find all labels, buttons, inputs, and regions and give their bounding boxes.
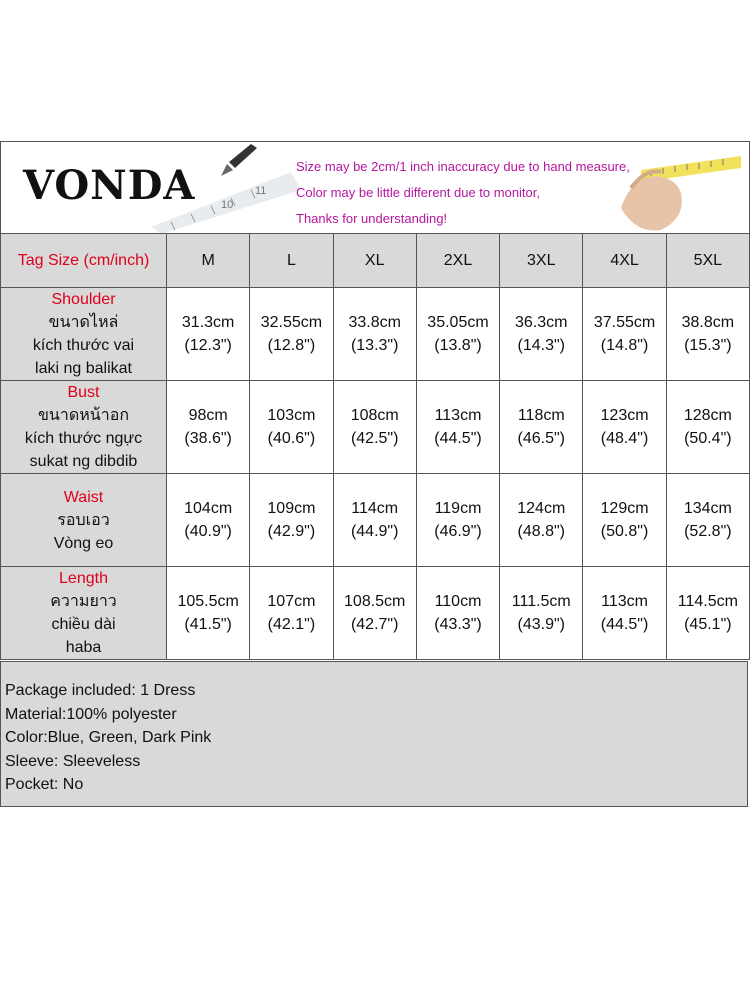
detail-line: Color:Blue, Green, Dark Pink	[5, 729, 212, 746]
measurement-cell: 129cm (50.8")	[583, 474, 666, 567]
measurement-cell: 107cm (42.1")	[250, 567, 333, 660]
ruler-label: 10	[221, 199, 234, 211]
row-translation: laki ng balikat	[35, 360, 132, 377]
detail-line: Sleeve: Sleeveless	[5, 752, 141, 770]
measurement-row-length	[1, 567, 750, 660]
measurement-cell: 105.5cm (41.5")	[167, 567, 250, 660]
measurement-cell: 128cm (50.4")	[666, 381, 749, 474]
note-line: Thanks for understanding!	[296, 211, 448, 226]
row-label	[1, 288, 167, 381]
measurement-cell: 109cm (42.9")	[250, 474, 333, 567]
size-header: 5XL	[666, 234, 749, 288]
row-title: Waist	[63, 488, 104, 506]
size-table	[0, 233, 750, 660]
detail-line: Pocket: No	[5, 776, 84, 793]
row-translation: kích thước vai	[32, 337, 135, 354]
size-header: M	[167, 234, 250, 288]
measurement-cell: 36.3cm (14.3")	[500, 288, 583, 381]
measurement-cell: 123cm (48.4")	[583, 381, 666, 474]
note-line: Color may be little different due to monitor,	[296, 185, 540, 200]
row-translation: haba	[65, 639, 102, 656]
row-translation: kích thước ngực	[24, 430, 143, 447]
row-label	[1, 381, 167, 474]
measurement-row-bust	[1, 381, 750, 474]
measurement-cell: 38.8cm (15.3")	[666, 288, 749, 381]
row-translation: ขนาดไหล่	[48, 314, 119, 331]
measurement-cell: 37.55cm (14.8")	[583, 288, 666, 381]
row-label	[1, 567, 167, 660]
measurement-cell: 113cm (44.5")	[583, 567, 666, 660]
measurement-cell: 108.5cm (42.7")	[333, 567, 416, 660]
measurement-cell: 134cm (52.8")	[666, 474, 749, 567]
measurement-cell: 110cm (43.3")	[416, 567, 499, 660]
tag-size-header: Tag Size (cm/inch)	[1, 234, 167, 288]
size-header: L	[250, 234, 333, 288]
size-header: 3XL	[500, 234, 583, 288]
measurement-row-shoulder	[1, 288, 750, 381]
row-label	[1, 474, 167, 567]
measurement-cell: 114cm (44.9")	[333, 474, 416, 567]
note-line: Size may be 2cm/1 inch inaccuracy due to hand measure,	[296, 159, 630, 174]
measurement-cell: 31.3cm (12.3")	[167, 288, 250, 381]
measurement-cell: 35.05cm (13.8")	[416, 288, 499, 381]
row-title: Bust	[67, 384, 100, 401]
measurement-cell: 114.5cm (45.1")	[666, 567, 749, 660]
measurement-cell: 113cm (44.5")	[416, 381, 499, 474]
brand-logo: VONDA	[23, 162, 196, 209]
row-translation: sukat ng dibdib	[29, 453, 138, 470]
measurement-cell: 108cm (42.5")	[333, 381, 416, 474]
measurement-cell: 111.5cm (43.9")	[500, 567, 583, 660]
measurement-cell: 104cm (40.9")	[167, 474, 250, 567]
row-translation: รอบเอว	[57, 511, 110, 529]
size-header: XL	[333, 234, 416, 288]
row-title: Shoulder	[51, 291, 116, 308]
ruler-pencil-illustration	[151, 142, 301, 234]
measurement-cell: 33.8cm (13.3")	[333, 288, 416, 381]
row-title: Length	[59, 570, 108, 587]
measurement-cell: 124cm (48.8")	[500, 474, 583, 567]
measurement-notes	[296, 154, 630, 232]
row-translation: Vòng eo	[53, 534, 114, 552]
product-details	[0, 661, 748, 807]
tape-measure-hand-illustration	[601, 148, 741, 234]
measurement-cell: 118cm (46.5")	[500, 381, 583, 474]
ruler-label: 11	[255, 185, 267, 197]
size-header: 4XL	[583, 234, 666, 288]
row-translation: chiều dài	[51, 616, 116, 633]
measurement-cell: 119cm (46.9")	[416, 474, 499, 567]
chart-header	[0, 141, 750, 235]
size-chart	[0, 141, 750, 810]
size-header-row	[1, 234, 750, 288]
detail-line: Material:100% polyester	[5, 705, 177, 723]
row-translation: ขนาดหน้าอก	[37, 407, 129, 424]
detail-line: Package included: 1 Dress	[5, 682, 196, 699]
measurement-cell: 32.55cm (12.8")	[250, 288, 333, 381]
measurement-cell: 98cm (38.6")	[167, 381, 250, 474]
measurement-cell: 103cm (40.6")	[250, 381, 333, 474]
size-header: 2XL	[416, 234, 499, 288]
measurement-row-waist	[1, 474, 750, 567]
row-translation: ความยาว	[50, 593, 117, 610]
